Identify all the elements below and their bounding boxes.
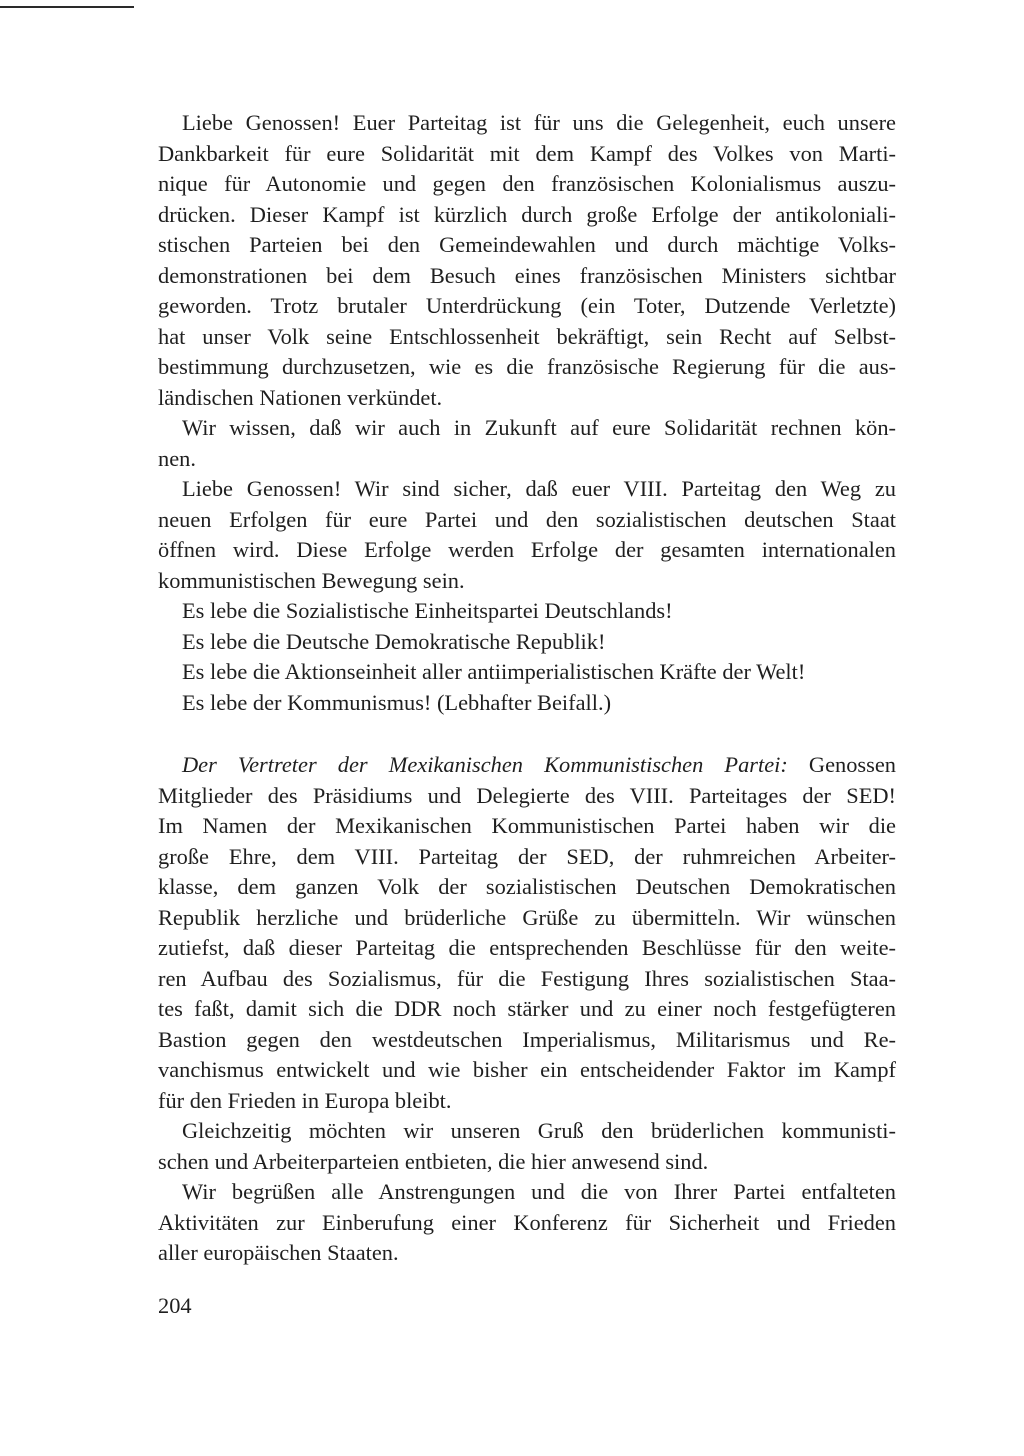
text-line: demonstrationen bei dem Besuch eines französischen Ministers sichtbar bbox=[158, 262, 896, 288]
paragraph bbox=[158, 750, 896, 1116]
text-line: bestimmung durchzusetzen, wie es die französische Regierung für die aus- bbox=[158, 354, 896, 379]
paragraph bbox=[158, 413, 896, 474]
text-line: drücken. Dieser Kampf ist kürzlich durch große Erfolge der antikoloniali- bbox=[158, 201, 896, 227]
text-line: nique für Autonomie und gegen den französischen Kolonialismus auszu- bbox=[158, 171, 896, 196]
section-gap bbox=[158, 718, 896, 750]
slogan bbox=[158, 596, 896, 627]
text-line: Es lebe der Kommunismus! (Lebhafter Beifall.) bbox=[182, 689, 612, 715]
text-line: Es lebe die Deutsche Demokratische Republik! bbox=[182, 628, 606, 654]
text-line: geworden. Trotz brutaler Unterdrückung (ein Toter, Dutzende Verletzte) bbox=[158, 293, 896, 318]
top-edge-rule bbox=[0, 6, 134, 8]
slogan bbox=[158, 688, 896, 719]
slogan bbox=[158, 657, 896, 688]
text-line: ren Aufbau des Sozialismus, für die Festigung Ihres sozialistischen Staa- bbox=[158, 965, 896, 991]
paragraph bbox=[158, 1177, 896, 1269]
body-text bbox=[158, 108, 896, 1269]
text-line: Bastion gegen den westdeutschen Imperialismus, Militarismus und Re- bbox=[158, 1026, 896, 1052]
paragraph bbox=[158, 474, 896, 596]
page-number: 204 bbox=[158, 1293, 192, 1318]
paragraph bbox=[158, 108, 896, 413]
text-line: Es lebe die Sozialistische Einheitspartei Deutschlands! bbox=[182, 598, 673, 623]
paragraph bbox=[158, 1116, 896, 1177]
text-line: Im Namen der Mexikanischen Kommunistischen Partei haben wir die bbox=[158, 813, 896, 838]
text-line: vanchismus entwickelt und wie bisher ein entscheidender Faktor im Kampf bbox=[158, 1057, 896, 1082]
text-line: öffnen wird. Diese Erfolge werden Erfolge der gesamten internationalen bbox=[158, 537, 896, 562]
text-line: Es lebe die Aktionseinheit aller antiimperialistischen Kräfte der Welt! bbox=[182, 659, 806, 684]
text-line: kommunistischen Bewegung sein. bbox=[158, 567, 465, 593]
text-line: Wir begrüßen alle Anstrengungen und die von Ihrer Partei entfalteten bbox=[182, 1179, 896, 1204]
text-line: stischen Parteien bei den Gemeindewahlen und durch mächtige Volks- bbox=[158, 232, 896, 257]
text-line: aller europäischen Staaten. bbox=[158, 1240, 399, 1265]
text-line: für den Frieden in Europa bleibt. bbox=[158, 1087, 452, 1113]
text-line: große Ehre, dem VIII. Parteitag der SED, der ruhmreichen Arbeiter- bbox=[158, 843, 896, 869]
text-line: hat unser Volk seine Entschlossenheit bekräftigt, sein Recht auf Selbst- bbox=[158, 323, 896, 349]
text-line: tes faßt, damit sich die DDR noch stärker und zu einer noch festgefügteren bbox=[158, 996, 896, 1021]
slogan bbox=[158, 627, 896, 658]
text-line: nen. bbox=[158, 445, 196, 471]
text-line: Liebe Genossen! Wir sind sicher, daß euer VIII. Parteitag den Weg zu bbox=[182, 476, 896, 501]
text-line: Republik herzliche und brüderliche Grüße zu übermitteln. Wir wünschen bbox=[158, 904, 896, 930]
speaker-label: Der Vertreter der Mexikanischen Kommunistischen Partei: bbox=[182, 752, 788, 777]
text-line: Dankbarkeit für eure Solidarität mit dem Kampf des Volkes von Marti- bbox=[158, 140, 896, 166]
text-line: zutiefst, daß dieser Parteitag die entsprechenden Beschlüsse für den weite- bbox=[158, 935, 896, 960]
text-line: Liebe Genossen! Euer Parteitag ist für uns die Gelegenheit, euch unsere bbox=[182, 110, 896, 135]
text-fragment: Genossen bbox=[787, 752, 896, 777]
text-line: neuen Erfolgen für eure Partei und den sozialistischen deutschen Staat bbox=[158, 506, 896, 532]
text-line: Mitglieder des Präsidiums und Delegierte des VIII. Parteitages der SED! bbox=[158, 782, 896, 808]
text-line: klasse, dem ganzen Volk der sozialistischen Deutschen Demokratischen bbox=[158, 874, 896, 899]
text-line: Aktivitäten zur Einberufung einer Konferenz für Sicherheit und Frieden bbox=[158, 1209, 896, 1235]
text-line: Wir wissen, daß wir auch in Zukunft auf eure Solidarität rechnen kön- bbox=[182, 415, 896, 440]
text-line: ländischen Nationen verkündet. bbox=[158, 384, 443, 410]
text-line: schen und Arbeiterparteien entbieten, die hier anwesend sind. bbox=[158, 1148, 709, 1174]
speaker-line bbox=[158, 750, 896, 781]
text-line: Gleichzeitig möchten wir unseren Gruß den brüderlichen kommunisti- bbox=[182, 1118, 896, 1143]
